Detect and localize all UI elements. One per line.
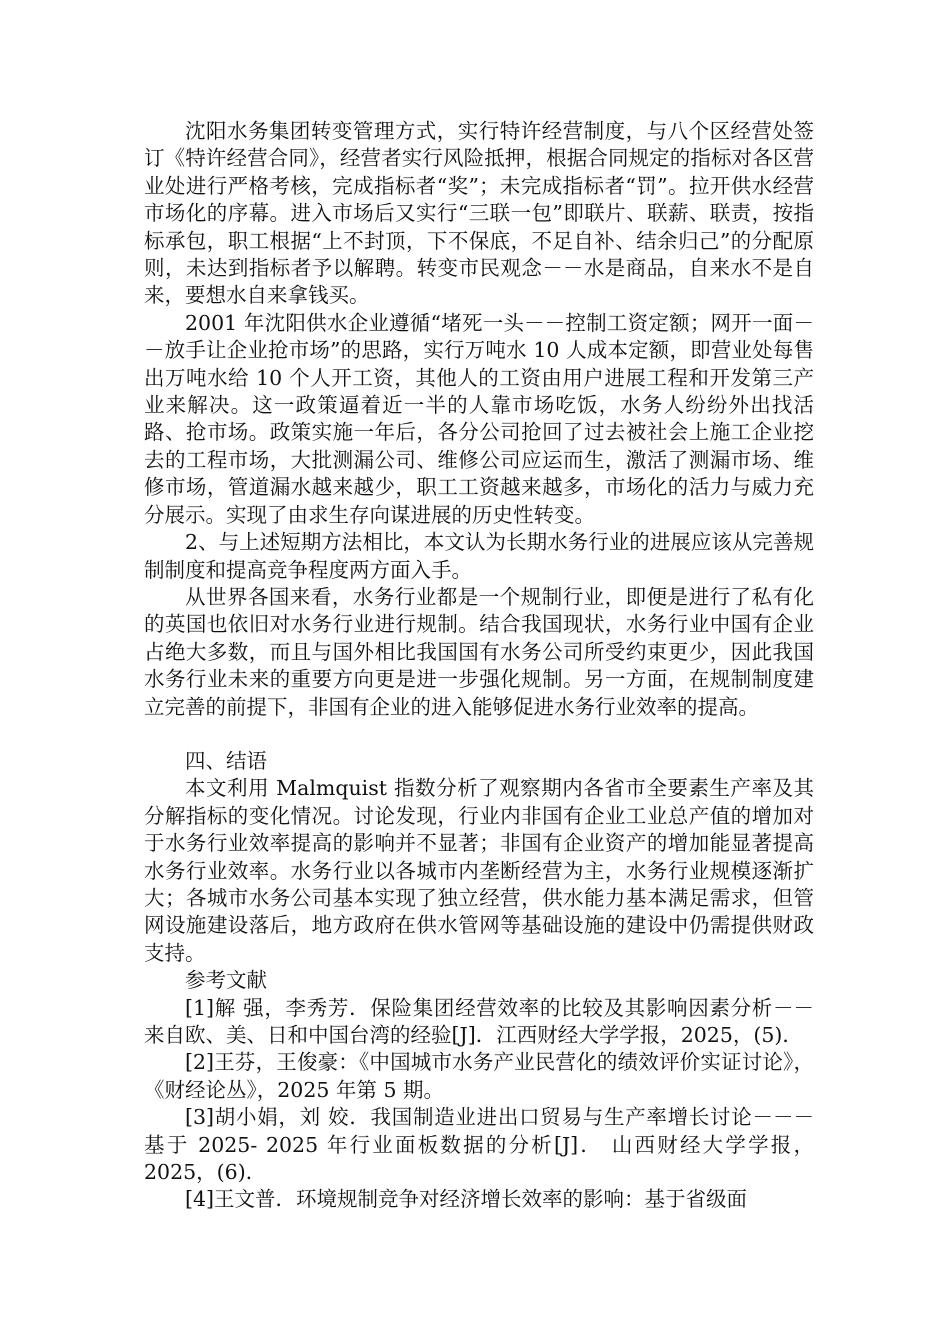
- paragraph-tender-reform: 沈阳水务集团转变管理方式，实行特许经营制度，与八个区经营处签订《特许经营合同》，经营者实行风险抵押，根据合同规定的指标对各区营业处进行严格考核，完成指标者“奖”；未完成指标者“罚”。拉开供水经营市场化的序幕。进入市场后又实行“三联一包”即联片、联薪、联责，按指标承包，职工根据“上不封顶，下不保底，不足自补、结余归己”的分配原则，未达到指标者予以解聘。转变市民观念－－水是商品，自来水不是自来，要想水自来拿钱买。: [144, 119, 814, 308]
- reference-item: [4]王文普．环境规制竞争对经济增长效率的影响：基于省级面: [185, 1187, 748, 1212]
- document-page: [144, 118, 814, 1214]
- reference-item: [1]解 强，李秀芳．保险集团经营效率的比较及其影响因素分析－－来自欧、美、日和中国台湾的经验[J]．江西财经大学学报，2025，(5)．: [144, 995, 814, 1047]
- section-heading-conclusion: 四、结语: [185, 748, 267, 773]
- paragraph-regulation: 从世界各国来看，水务行业都是一个规制行业，即便是进行了私有化的英国也依旧对水务行业进行规制。结合我国现状，水务行业中国有企业占绝大多数，而且与国外相比我国国有水务公司所受约束更少，因此我国水务行业未来的重要方向更是进一步强化规制。另一方面，在规制制度建立完善的前提下，非国有企业的进入能够促进水务行业效率的提高。: [144, 584, 814, 719]
- references-title: 参考文献: [185, 968, 267, 993]
- references-list: [144, 995, 814, 1214]
- reference-item: [3]胡小娟，刘 姣．我国制造业进出口贸易与生产率增长讨论－－－基于 2025- 2025 年行业面板数据的分析[J]． 山西财经大学学报，2025，(6)．: [144, 1105, 814, 1185]
- paragraph-2001-policy: 2001 年沈阳供水企业遵循“堵死一头－－控制工资定额；网开一面－－放手让企业抢市场”的思路，实行万吨水 10 人成本定额，即营业处每售出万吨水给 10 个人开工资，其他人的工资由用户进展工程和开发第三产业来解决。这一政策逼着近一半的人靠市场吃饭，水务人纷纷外出找活路、抢市场。政策实施一年后，各分公司抢回了过去被社会上施工企业挖去的工程市场，大批测漏公司、维修公司应运而生，激活了测漏市场、维修市场，管道漏水越来越少，职工工资越来越多，市场化的活力与威力充分展示。实现了由求生存向谋进展的历史性转变。: [144, 310, 814, 527]
- paragraph-long-term-approach: 2、与上述短期方法相比，本文认为长期水务行业的进展应该从完善规制制度和提高竞争程度两方面入手。: [144, 530, 814, 582]
- paragraph-conclusion: 本文利用 Malmquist 指数分析了观察期内各省市全要素生产率及其分解指标的变化情况。讨论发现，行业内非国有企业工业总产值的增加对于水务行业效率提高的影响并不显著；非国有企业资产的增加能显著提高水务行业效率。水务行业以各城市内垄断经营为主，水务行业规模逐渐扩大；各城市水务公司基本实现了独立经营，供水能力基本满足需求，但管网设施建设落后，地方政府在供水管网等基础设施的建设中仍需提供财政支持。: [144, 776, 814, 965]
- reference-item: [2]王芬，王俊豪：《中国城市水务产业民营化的绩效评价实证讨论》，《财经论丛》，2025 年第 5 期。: [144, 1050, 814, 1102]
